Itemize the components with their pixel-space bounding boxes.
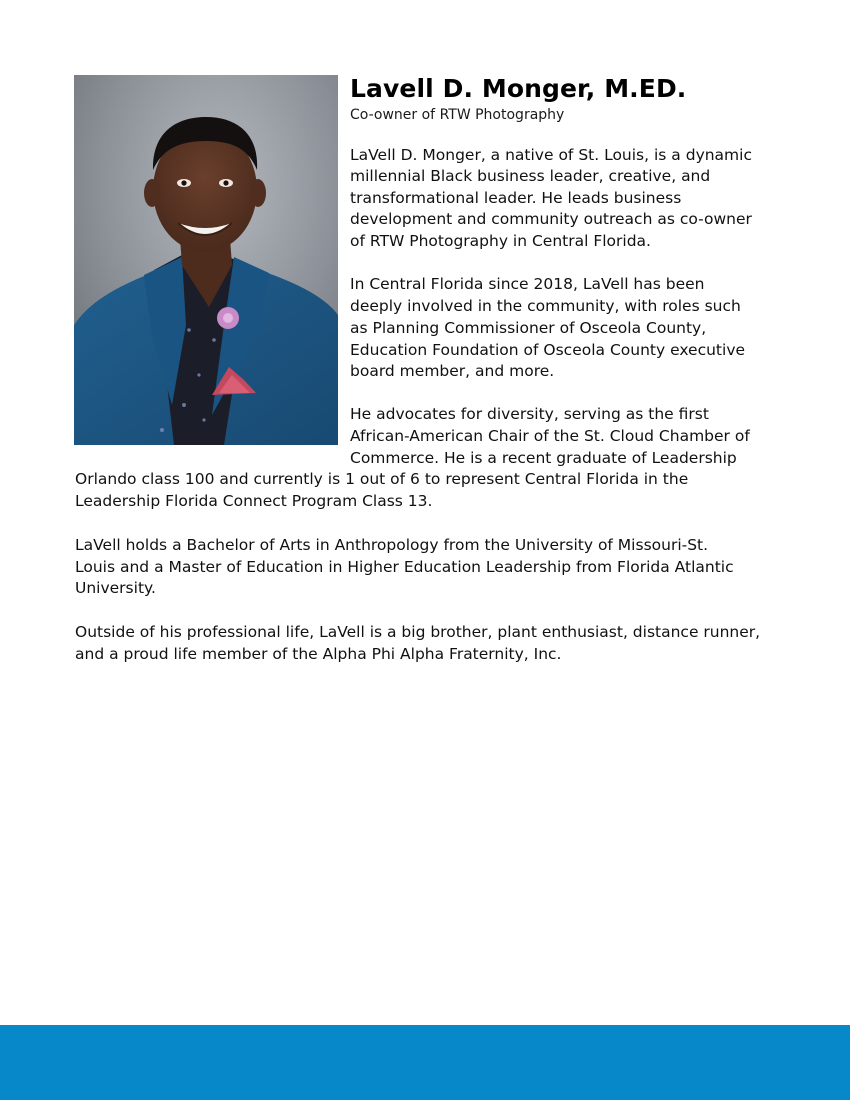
bio-line: as Planning Commissioner of Osceola County, — [350, 319, 707, 337]
bio-line: millennial Black business leader, creative, and — [350, 167, 711, 185]
bio-line: transformational leader. He leads business — [350, 189, 682, 207]
bio-line: Louis and a Master of Education in Higher Education Leadership from Florida Atlantic — [75, 558, 734, 576]
bio-line: University. — [75, 579, 156, 597]
person-title: Co-owner of RTW Photography — [350, 107, 565, 123]
person-name: Lavell D. Monger, M.ED. — [350, 74, 687, 103]
bio-line: Outside of his professional life, LaVell is a big brother, plant enthusiast, distance runner, — [75, 623, 761, 641]
bio-line: LaVell D. Monger, a native of St. Louis, is a dynamic — [350, 146, 752, 164]
bio-line: In Central Florida since 2018, LaVell has been — [350, 275, 705, 293]
bio-line: of RTW Photography in Central Florida. — [350, 232, 651, 250]
bio-line: Education Foundation of Osceola County executive — [350, 341, 746, 359]
bio-line: Orlando class 100 and currently is 1 out of 6 to represent Central Florida in the — [75, 470, 689, 488]
bio-line: African-American Chair of the St. Cloud Chamber of — [350, 427, 750, 445]
portrait-photo — [74, 75, 338, 445]
bio-line: board member, and more. — [350, 362, 555, 380]
bio-line: Commerce. He is a recent graduate of Leadership — [350, 449, 737, 467]
bio-line: and a proud life member of the Alpha Phi Alpha Fraternity, Inc. — [75, 645, 562, 663]
bio-line: LaVell holds a Bachelor of Arts in Anthropology from the University of Missouri-St. — [75, 536, 709, 554]
footer-color-bar — [0, 1025, 850, 1100]
bio-line: Leadership Florida Connect Program Class 13. — [75, 492, 433, 510]
bio-line: deeply involved in the community, with roles such — [350, 297, 741, 315]
bio-line: development and community outreach as co-owner — [350, 210, 752, 228]
bio-line: He advocates for diversity, serving as the first — [350, 405, 709, 423]
